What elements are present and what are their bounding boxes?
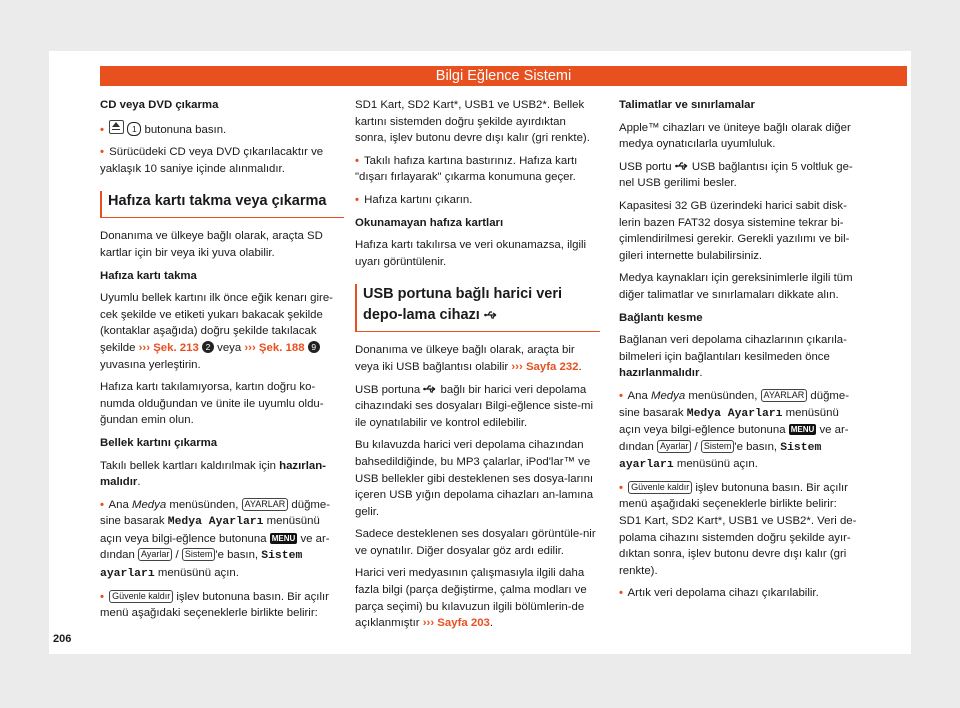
page-link[interactable]: Sayfa 232 [525,360,579,373]
page-header: Bilgi Eğlence Sistemi [100,66,907,86]
ayarlar-key: Ayarlar [138,548,172,561]
paragraph-okunamayan: Hafıza kartı takılırsa ve veri okunamazsa, ilgili uyarı görüntülenir. [355,239,587,268]
heading-okunamayan: Okunamayan hafıza kartları [355,216,504,229]
bullet-artik: • Artık veri depolama cihazı çıkarılabilir. [619,587,819,600]
paragraph-kapasite: Kapasitesi 32 GB üzerindeki harici sabit disk-lerin bazen FAT32 dosya sistemine tekrar bi-çimlendirilmesi gerekir. Gerekli yazılımı ve bil-gileri internette bulabilirsiniz. [619,199,850,262]
paragraph-harici: Harici veri medyasının çalışmasıyla ilgili daha fazla bilgi (parça değiştirme, çalma modları ve parça seçimi) bu kılavuzun ilgili bölümlerin-de açıklanmıştır ››› Sayfa 203. [355,567,587,630]
paragraph-sadece: Sadece desteklenen ses dosyaları görüntüle-nir ve oynatılır. Diğer dosyalar göz ardı edilir. [355,528,596,557]
section-title-usb: USB portuna bağlı harici veri depo-lama cihazı [355,284,600,332]
column-2 [355,97,600,638]
bullet-menu: • Ana Medya menüsünden, AYARLAR düğme-sine basarak Medya Ayarları menüsünü açın veya bilgi-eğlence butonuna MENU ve ar-dından Ayarlar / Sistem 'e basın, Sistem ayarları menüsünü açın. [619,389,850,472]
bullet-cikar: • Hafıza kartını çıkarın. [355,193,473,206]
paragraph-usb: USB portuna bağlı bir harici veri depolama cihazındaki ses dosyaları Bilgi-eğlence siste-mi ile oynatılabilir ve kontrol edilebilir. [355,383,594,429]
ayarlar-key: AYARLAR [761,389,808,402]
paragraph-donanim: Donanıma ve ülkeye bağlı olarak, araçta bir veya iki USB bağlantısı olabilir ››› Sayfa 232. [355,344,582,373]
section-title-memory-card: Hafıza kartı takma veya çıkarma [100,191,344,218]
bullet-cd-1: • 1 butonuna basın. [100,120,344,139]
usb-icon [423,385,437,393]
sistem-key: Sistem [182,548,216,561]
bullet-guvenle: • Güvenle kaldır işlev butonuna basın. Bir açılır menü aşağıdaki seçeneklerle birlikte belirir: [100,590,329,620]
usb-icon [675,162,689,170]
paragraph-cikarma: Takılı bellek kartları kaldırılmak için hazırlan-malıdır. [100,459,326,489]
sistem-key: Sistem [701,440,735,453]
paragraph-apple: Apple™ cihazları ve üniteye bağlı olarak diğer medya oynatıcılarla uyumluluk. [619,121,851,151]
bullet-guvenle: • Güvenle kaldır işlev butonuna basın. Bir açılır menü aşağıdaki seçeneklerle birlikte belirir: SD1 Kart, SD2 Kart*, USB1 ve USB2*. Veri de-polama cihazını sistemden doğru şekilde ayır-dıktan sonra, işlev butonu devre dışı kalır (gri renkte). [619,481,857,577]
page-link[interactable]: Sayfa 203 [437,617,490,630]
bullet-cd-2: • Sürücüdeki CD veya DVD çıkarılacaktır ve yaklaşık 10 saniye içinde alınmalıdır. [100,146,324,175]
guvenle-kaldir-key: Güvenle kaldır [109,590,173,603]
heading-cikarma: Bellek kartını çıkarma [100,436,218,449]
paragraph-intro: Donanıma ve ülkeye bağlı olarak, araçta SD kartlar için bir veya iki yuva olabilir. [100,230,323,259]
guvenle-kaldir-key: Güvenle kaldır [628,481,692,494]
usb-icon [484,311,498,319]
paragraph-port: USB portu USB bağlantısı için 5 voltluk ge-nel USB gerilimi besler. [619,160,853,190]
heading-talimat: Talimatlar ve sınırlamalar [619,99,755,111]
heading-cd-dvd: CD veya DVD çıkarma [100,99,219,111]
bullet-menu: • Ana Medya menüsünden, AYARLAR düğme-sine basarak Medya Ayarları menüsünü açın veya bilgi-eğlence butonuna MENU ve ar-dından Ayarlar / Sistem 'e basın, Sistem ayarları menüsünü açın. [100,498,331,581]
eject-icon [109,120,124,134]
menu-key: MENU [271,533,296,543]
paragraph-uyum: Hafıza kartı takılamıyorsa, kartın doğru ko-numda olduğundan ve ünite ile uyumlu oldu-ğundan emin olun. [100,381,324,427]
figure-link[interactable]: Şek. 188 [258,341,305,354]
column-3 [619,97,862,608]
heading-kesme: Bağlantı kesme [619,311,703,324]
page-number: 206 [53,633,72,645]
callout-number: 1 [127,122,141,136]
paragraph-medya: Medya kaynakları için gereksinimlerle ilgili tüm diğer talimatlar ve sınırlamaları dikkate alın. [619,272,853,301]
ayarlar-key: AYARLAR [242,498,289,511]
bullet-takili: • Takılı hafıza kartına bastırınız. Hafıza kartı "dışarı fırlayarak" çıkarma konumuna geçer. [355,154,578,184]
manual-page [49,51,911,654]
column-1 [100,97,344,628]
ayarlar-key: Ayarlar [657,440,691,453]
paragraph-kilavuz: Bu kılavuzda harici veri depolama cihazından bahsedildiğinde, bu MP3 çalarlar, iPod'lar™ ve USB bellekler gibi desteklenen ses dosya-larını içeren USB yığın depolama cihazları an-lamına gelir. [355,439,594,518]
paragraph-sd: SD1 Kart, SD2 Kart*, USB1 ve USB2*. Bellek kartını sistemden doğru şekilde ayırdıktan sonra, işlev butonu devre dışı kalır (gri renkte). [355,99,590,145]
paragraph-takma: Uyumlu bellek kartını ilk önce eğik kenarı gire-cek şekilde ve etiketi yukarı bakacak şekilde (kontaklar aşağıda) doğru şekilde takılacak şekilde ››› Şek. 213 2 veya ››› Şek. 188 9 yuvasına yerleştirin. [100,292,333,371]
menu-key: MENU [790,425,815,435]
heading-takma: Hafıza kartı takma [100,269,197,282]
figure-link[interactable]: Şek. 213 [153,341,199,354]
paragraph-kesme: Bağlanan veri depolama cihazlarının çıkarıla-bilmeleri için bağlantıları kesilmeden önce hazırlanmalıdır. [619,334,847,380]
